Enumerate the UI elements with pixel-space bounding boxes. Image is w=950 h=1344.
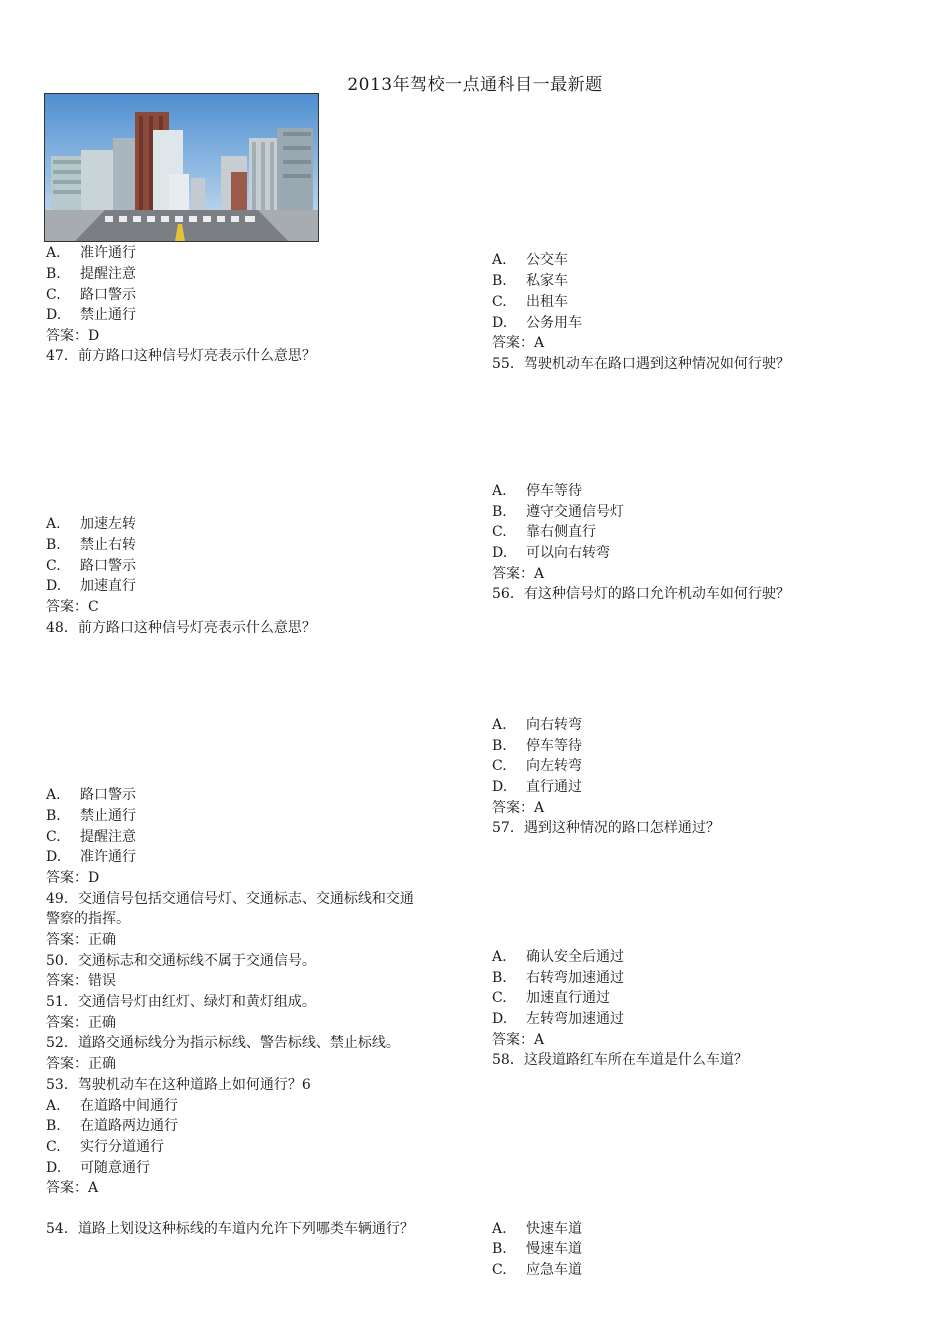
option-key: C. [492, 758, 507, 774]
q55-question: 55．驾驶机动车在路口遇到这种情况如何行驶？ [492, 356, 790, 372]
option-text: 准许通行 [80, 245, 136, 261]
option-text: 在道路两边通行 [80, 1118, 178, 1134]
option-text: 加速左转 [80, 516, 136, 532]
q54-option-b [492, 271, 568, 291]
q49-question-line2: 警察的指挥。 [46, 911, 130, 927]
option-text: 向右转弯 [526, 717, 582, 733]
q48-option-d [46, 847, 136, 867]
q47-option-c [46, 556, 136, 576]
option-key: D. [46, 578, 62, 594]
option-key: A. [46, 516, 61, 532]
q56-option-d [492, 777, 582, 797]
option-key: B. [46, 266, 61, 282]
option-key: B. [492, 970, 507, 986]
option-key: D. [492, 545, 508, 561]
q58-question: 58．这段道路红车所在车道是什么车道？ [492, 1052, 748, 1068]
q47-question: 47．前方路口这种信号灯亮表示什么意思？ [46, 348, 316, 364]
option-text: 直行通过 [526, 779, 582, 795]
q48-question: 48．前方路口这种信号灯亮表示什么意思？ [46, 620, 316, 636]
option-text: 路口警示 [80, 787, 136, 803]
q58-option-a [492, 1219, 582, 1239]
option-key: D. [46, 849, 62, 865]
q47-option-b [46, 535, 136, 555]
q46-option-a [46, 243, 136, 263]
option-key: D. [46, 307, 62, 323]
q50-answer: 答案：错误 [46, 973, 116, 989]
option-key: A. [492, 252, 507, 268]
q46-option-d [46, 305, 136, 325]
option-key: B. [492, 1241, 507, 1257]
option-text: 应急车道 [526, 1262, 582, 1278]
option-key: B. [46, 808, 61, 824]
q51-answer: 答案：正确 [46, 1015, 116, 1031]
q55-answer: 答案：A [492, 566, 545, 582]
q54-answer: 答案：A [492, 335, 545, 351]
q47-option-a [46, 514, 136, 534]
q49-question-line1: 49．交通信号包括交通信号灯、交通标志、交通标线和交通 [46, 891, 414, 907]
option-key: A. [492, 483, 507, 499]
q46-option-c [46, 285, 136, 305]
q54-option-d [492, 313, 582, 333]
option-key: B. [46, 537, 61, 553]
q48-option-a [46, 785, 136, 805]
q53-question: 53．驾驶机动车在这种道路上如何通行？6 [46, 1077, 311, 1093]
option-key: B. [492, 504, 507, 520]
q53-option-d [46, 1158, 150, 1178]
option-key: C. [492, 524, 507, 540]
q58-option-c [492, 1260, 582, 1280]
option-key: D. [492, 779, 508, 795]
q54-option-c [492, 292, 568, 312]
q55-option-a [492, 481, 582, 501]
option-text: 加速直行 [80, 578, 136, 594]
q55-option-b [492, 502, 624, 522]
option-key: C. [46, 287, 61, 303]
option-key: B. [492, 738, 507, 754]
option-text: 靠右侧直行 [526, 524, 596, 540]
q51-question: 51．交通信号灯由红灯、绿灯和黄灯组成。 [46, 994, 316, 1010]
option-text: 快速车道 [526, 1221, 582, 1237]
option-key: C. [46, 1139, 61, 1155]
q56-option-a [492, 715, 582, 735]
option-key: C. [46, 558, 61, 574]
q48-option-b [46, 806, 136, 826]
option-text: 停车等待 [526, 738, 582, 754]
q47-option-d [46, 576, 136, 596]
option-key: B. [492, 273, 507, 289]
q56-question: 56．有这种信号灯的路口允许机动车如何行驶？ [492, 586, 790, 602]
q46-option-b [46, 264, 136, 284]
option-text: 遵守交通信号灯 [526, 504, 624, 520]
q52-question: 52．道路交通标线分为指示标线、警告标线、禁止标线。 [46, 1035, 400, 1051]
option-text: 路口警示 [80, 287, 136, 303]
right-column [492, 0, 932, 1344]
option-key: C. [46, 829, 61, 845]
q57-option-b [492, 968, 624, 988]
option-text: 禁止右转 [80, 537, 136, 553]
q49-answer: 答案：正确 [46, 932, 116, 948]
option-key: C. [492, 990, 507, 1006]
q57-question: 57．遇到这种情况的路口怎样通过？ [492, 820, 720, 836]
option-text: 提醒注意 [80, 266, 136, 282]
option-text: 可以向右转弯 [526, 545, 610, 561]
option-text: 确认安全后通过 [526, 949, 624, 965]
option-text: 实行分道通行 [80, 1139, 164, 1155]
q53-answer: 答案：A [46, 1180, 99, 1196]
left-column [46, 0, 486, 1344]
option-text: 出租车 [526, 294, 568, 310]
q52-answer: 答案：正确 [46, 1056, 116, 1072]
option-text: 右转弯加速通过 [526, 970, 624, 986]
option-text: 私家车 [526, 273, 568, 289]
q53-option-a [46, 1096, 178, 1116]
q57-option-c [492, 988, 610, 1008]
q55-option-d [492, 543, 610, 563]
option-text: 左转弯加速通过 [526, 1011, 624, 1027]
q55-option-c [492, 522, 596, 542]
option-text: 禁止通行 [80, 307, 136, 323]
option-text: 向左转弯 [526, 758, 582, 774]
option-key: A. [46, 1098, 61, 1114]
q53-option-c [46, 1137, 164, 1157]
option-text: 在道路中间通行 [80, 1098, 178, 1114]
option-text: 慢速车道 [526, 1241, 582, 1257]
q53-option-b [46, 1116, 178, 1136]
option-key: D. [492, 1011, 508, 1027]
option-key: A. [492, 717, 507, 733]
option-key: B. [46, 1118, 61, 1134]
q57-option-d [492, 1009, 624, 1029]
option-text: 路口警示 [80, 558, 136, 574]
option-text: 停车等待 [526, 483, 582, 499]
q57-option-a [492, 947, 624, 967]
option-text: 准许通行 [80, 849, 136, 865]
option-key: A. [492, 1221, 507, 1237]
q50-question: 50．交通标志和交通标线不属于交通信号。 [46, 953, 316, 969]
q46-answer: 答案：D [46, 328, 100, 344]
option-text: 禁止通行 [80, 808, 136, 824]
q48-answer: 答案：D [46, 870, 100, 886]
q54-option-a [492, 250, 568, 270]
q48-option-c [46, 827, 136, 847]
q57-answer: 答案：A [492, 1032, 545, 1048]
q47-answer: 答案：C [46, 599, 99, 615]
q58-option-b [492, 1239, 582, 1259]
option-text: 提醒注意 [80, 829, 136, 845]
option-text: 公务用车 [526, 315, 582, 331]
q54-question: 54．道路上划设这种标线的车道内允许下列哪类车辆通行？ [46, 1221, 414, 1237]
option-key: C. [492, 294, 507, 310]
q56-option-b [492, 736, 582, 756]
option-text: 加速直行通过 [526, 990, 610, 1006]
option-text: 可随意通行 [80, 1160, 150, 1176]
option-key: D. [46, 1160, 62, 1176]
option-key: A. [492, 949, 507, 965]
option-key: C. [492, 1262, 507, 1278]
document-title: 2013年驾校一点通科目一最新题 [347, 75, 603, 95]
q56-answer: 答案：A [492, 800, 545, 816]
option-key: A. [46, 245, 61, 261]
option-key: A. [46, 787, 61, 803]
option-key: D. [492, 315, 508, 331]
q56-option-c [492, 756, 582, 776]
option-text: 公交车 [526, 252, 568, 268]
